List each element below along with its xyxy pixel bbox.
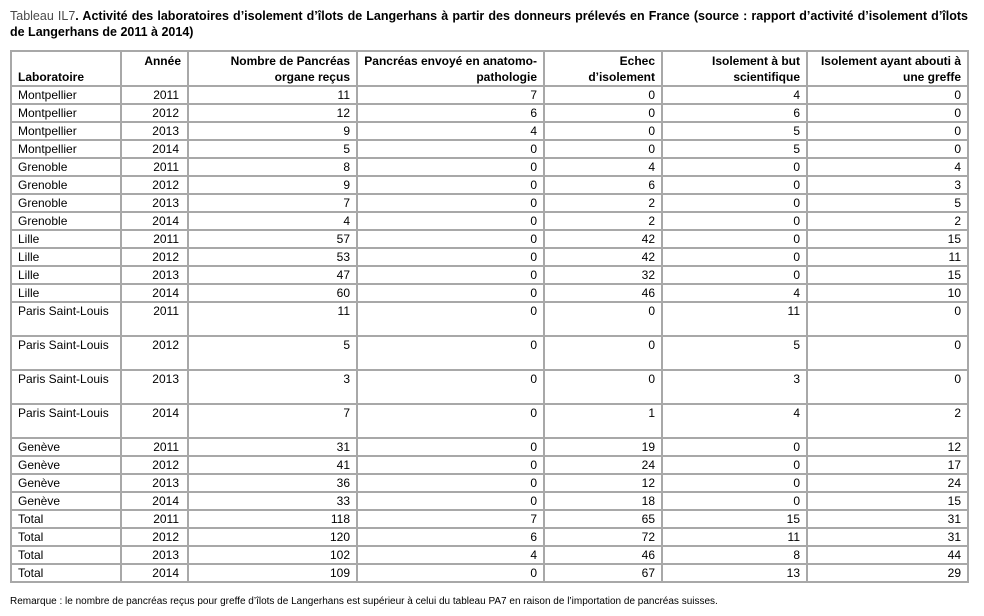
cell-laboratoire: Genève [11,492,121,510]
cell-pancreas-recus: 4 [188,212,357,230]
cell-isolement-greffe: 24 [807,474,968,492]
cell-isolement-scientifique: 5 [662,140,807,158]
cell-isolement-greffe: 15 [807,230,968,248]
cell-isolement-scientifique: 11 [662,302,807,336]
cell-isolement-greffe: 4 [807,158,968,176]
cell-laboratoire: Total [11,564,121,582]
cell-isolement-greffe: 5 [807,194,968,212]
header-isolement-scientifique: Isolement à but scientifique [662,51,807,86]
caption-label: Tableau IL7 [10,9,76,23]
cell-anatomo-pathologie: 0 [357,248,544,266]
cell-pancreas-recus: 11 [188,86,357,104]
cell-laboratoire: Total [11,510,121,528]
cell-annee: 2012 [121,248,188,266]
cell-anatomo-pathologie: 0 [357,194,544,212]
table-row [11,302,968,336]
cell-annee: 2014 [121,564,188,582]
cell-laboratoire: Paris Saint-Louis [11,404,121,438]
cell-anatomo-pathologie: 7 [357,510,544,528]
cell-annee: 2013 [121,474,188,492]
cell-pancreas-recus: 41 [188,456,357,474]
cell-isolement-scientifique: 0 [662,230,807,248]
cell-annee: 2011 [121,158,188,176]
table-row [11,336,968,370]
cell-pancreas-recus: 3 [188,370,357,404]
cell-echec-isolement: 42 [544,230,662,248]
cell-pancreas-recus: 33 [188,492,357,510]
cell-isolement-scientifique: 0 [662,212,807,230]
cell-laboratoire: Paris Saint-Louis [11,302,121,336]
cell-pancreas-recus: 120 [188,528,357,546]
cell-pancreas-recus: 5 [188,336,357,370]
cell-annee: 2011 [121,302,188,336]
cell-pancreas-recus: 9 [188,176,357,194]
cell-isolement-greffe: 0 [807,370,968,404]
cell-laboratoire: Grenoble [11,158,121,176]
cell-pancreas-recus: 47 [188,266,357,284]
cell-anatomo-pathologie: 6 [357,528,544,546]
table-row [11,212,968,230]
cell-anatomo-pathologie: 0 [357,404,544,438]
cell-isolement-scientifique: 0 [662,474,807,492]
table-row [11,248,968,266]
cell-isolement-scientifique: 5 [662,122,807,140]
table-row [11,140,968,158]
table-row [11,370,968,404]
cell-anatomo-pathologie: 0 [357,456,544,474]
cell-anatomo-pathologie: 7 [357,86,544,104]
cell-pancreas-recus: 57 [188,230,357,248]
cell-echec-isolement: 1 [544,404,662,438]
header-annee: Année [121,51,188,86]
cell-echec-isolement: 0 [544,140,662,158]
cell-isolement-scientifique: 6 [662,104,807,122]
cell-anatomo-pathologie: 0 [357,158,544,176]
cell-isolement-greffe: 0 [807,86,968,104]
cell-echec-isolement: 0 [544,370,662,404]
remark-note: Remarque : le nombre de pancréas reçus pour greffe d’îlots de Langerhans est supérieur à celui du tableau PA7 en raison de l’importation de pancréas suisses. [10,596,718,607]
cell-annee: 2014 [121,492,188,510]
cell-echec-isolement: 67 [544,564,662,582]
cell-isolement-greffe: 31 [807,510,968,528]
cell-laboratoire: Montpellier [11,122,121,140]
cell-laboratoire: Genève [11,456,121,474]
cell-annee: 2014 [121,140,188,158]
cell-echec-isolement: 0 [544,86,662,104]
cell-isolement-scientifique: 0 [662,266,807,284]
cell-isolement-scientifique: 0 [662,176,807,194]
cell-annee: 2011 [121,86,188,104]
table-row [11,284,968,302]
header-laboratoire: Laboratoire [11,51,121,86]
cell-isolement-greffe: 12 [807,438,968,456]
header-echec-isolement: Echec d’isolement [544,51,662,86]
cell-echec-isolement: 65 [544,510,662,528]
cell-laboratoire: Total [11,528,121,546]
cell-laboratoire: Genève [11,438,121,456]
cell-annee: 2014 [121,212,188,230]
cell-pancreas-recus: 60 [188,284,357,302]
cell-pancreas-recus: 11 [188,302,357,336]
cell-pancreas-recus: 7 [188,194,357,212]
cell-annee: 2011 [121,230,188,248]
cell-isolement-greffe: 10 [807,284,968,302]
table-row [11,86,968,104]
cell-anatomo-pathologie: 0 [357,370,544,404]
cell-isolement-scientifique: 5 [662,336,807,370]
cell-echec-isolement: 6 [544,176,662,194]
cell-echec-isolement: 18 [544,492,662,510]
table-row [11,546,968,564]
cell-laboratoire: Montpellier [11,140,121,158]
cell-isolement-greffe: 0 [807,336,968,370]
cell-anatomo-pathologie: 4 [357,122,544,140]
cell-isolement-greffe: 17 [807,456,968,474]
activity-table [10,50,969,583]
table-row [11,194,968,212]
cell-laboratoire: Lille [11,248,121,266]
table-row [11,230,968,248]
cell-echec-isolement: 2 [544,212,662,230]
cell-pancreas-recus: 9 [188,122,357,140]
cell-annee: 2012 [121,336,188,370]
cell-annee: 2011 [121,510,188,528]
cell-echec-isolement: 0 [544,336,662,370]
cell-annee: 2012 [121,104,188,122]
cell-isolement-scientifique: 0 [662,194,807,212]
table-row [11,122,968,140]
cell-annee: 2014 [121,284,188,302]
table-row [11,474,968,492]
cell-annee: 2011 [121,438,188,456]
cell-echec-isolement: 19 [544,438,662,456]
cell-isolement-scientifique: 4 [662,284,807,302]
table-row [11,564,968,582]
cell-echec-isolement: 46 [544,284,662,302]
cell-annee: 2012 [121,176,188,194]
cell-isolement-scientifique: 8 [662,546,807,564]
cell-annee: 2013 [121,546,188,564]
cell-laboratoire: Paris Saint-Louis [11,336,121,370]
cell-anatomo-pathologie: 0 [357,336,544,370]
table-row [11,510,968,528]
cell-laboratoire: Genève [11,474,121,492]
cell-isolement-greffe: 2 [807,404,968,438]
cell-pancreas-recus: 36 [188,474,357,492]
table-row [11,456,968,474]
cell-isolement-greffe: 0 [807,302,968,336]
header-pancreas-recus: Nombre de Pancréas organe reçus [188,51,357,86]
cell-anatomo-pathologie: 0 [357,284,544,302]
table-header-row [11,51,968,86]
cell-echec-isolement: 0 [544,302,662,336]
table-row [11,158,968,176]
cell-isolement-scientifique: 13 [662,564,807,582]
cell-isolement-greffe: 11 [807,248,968,266]
cell-laboratoire: Lille [11,284,121,302]
cell-isolement-scientifique: 0 [662,158,807,176]
cell-anatomo-pathologie: 0 [357,474,544,492]
cell-isolement-scientifique: 4 [662,404,807,438]
cell-annee: 2014 [121,404,188,438]
cell-isolement-scientifique: 0 [662,456,807,474]
cell-anatomo-pathologie: 0 [357,140,544,158]
cell-echec-isolement: 32 [544,266,662,284]
cell-pancreas-recus: 31 [188,438,357,456]
cell-pancreas-recus: 118 [188,510,357,528]
cell-anatomo-pathologie: 0 [357,212,544,230]
cell-pancreas-recus: 102 [188,546,357,564]
cell-isolement-greffe: 3 [807,176,968,194]
cell-annee: 2012 [121,528,188,546]
cell-isolement-greffe: 0 [807,122,968,140]
cell-anatomo-pathologie: 0 [357,492,544,510]
cell-laboratoire: Paris Saint-Louis [11,370,121,404]
table-row [11,104,968,122]
cell-isolement-greffe: 0 [807,140,968,158]
cell-echec-isolement: 0 [544,122,662,140]
cell-pancreas-recus: 7 [188,404,357,438]
cell-laboratoire: Lille [11,266,121,284]
cell-isolement-greffe: 2 [807,212,968,230]
cell-isolement-greffe: 44 [807,546,968,564]
cell-laboratoire: Montpellier [11,86,121,104]
cell-echec-isolement: 72 [544,528,662,546]
cell-pancreas-recus: 53 [188,248,357,266]
cell-pancreas-recus: 12 [188,104,357,122]
caption-text: . Activité des laboratoires d’isolement d’îlots de Langerhans à partir des donneurs prélevés en France (source : rapport d’activité d’isolement d’îlots de Langerhans de 2011 à 2014) [10,9,968,39]
header-anatomo-pathologie: Pancréas envoyé en anatomo-pathologie [357,51,544,86]
cell-anatomo-pathologie: 0 [357,302,544,336]
cell-laboratoire: Grenoble [11,176,121,194]
cell-isolement-scientifique: 15 [662,510,807,528]
table-row [11,438,968,456]
cell-laboratoire: Grenoble [11,212,121,230]
cell-pancreas-recus: 8 [188,158,357,176]
cell-isolement-scientifique: 0 [662,438,807,456]
cell-anatomo-pathologie: 0 [357,266,544,284]
cell-echec-isolement: 46 [544,546,662,564]
cell-echec-isolement: 0 [544,104,662,122]
cell-echec-isolement: 42 [544,248,662,266]
cell-anatomo-pathologie: 0 [357,438,544,456]
table-body [11,86,968,582]
cell-anatomo-pathologie: 0 [357,176,544,194]
cell-isolement-scientifique: 11 [662,528,807,546]
table-row [11,528,968,546]
cell-pancreas-recus: 5 [188,140,357,158]
cell-laboratoire: Grenoble [11,194,121,212]
table-row [11,404,968,438]
cell-echec-isolement: 4 [544,158,662,176]
cell-annee: 2013 [121,266,188,284]
cell-annee: 2012 [121,456,188,474]
cell-isolement-greffe: 15 [807,492,968,510]
cell-pancreas-recus: 109 [188,564,357,582]
cell-laboratoire: Total [11,546,121,564]
cell-isolement-scientifique: 0 [662,248,807,266]
table-row [11,492,968,510]
cell-echec-isolement: 12 [544,474,662,492]
cell-anatomo-pathologie: 6 [357,104,544,122]
header-isolement-greffe: Isolement ayant abouti à une greffe [807,51,968,86]
cell-isolement-scientifique: 3 [662,370,807,404]
cell-isolement-greffe: 29 [807,564,968,582]
cell-echec-isolement: 24 [544,456,662,474]
cell-echec-isolement: 2 [544,194,662,212]
cell-laboratoire: Montpellier [11,104,121,122]
table-caption [10,8,968,40]
cell-isolement-scientifique: 4 [662,86,807,104]
cell-isolement-greffe: 31 [807,528,968,546]
cell-isolement-scientifique: 0 [662,492,807,510]
cell-anatomo-pathologie: 0 [357,564,544,582]
cell-anatomo-pathologie: 0 [357,230,544,248]
cell-isolement-greffe: 0 [807,104,968,122]
cell-annee: 2013 [121,122,188,140]
cell-annee: 2013 [121,194,188,212]
table-row [11,176,968,194]
cell-annee: 2013 [121,370,188,404]
cell-laboratoire: Lille [11,230,121,248]
cell-isolement-greffe: 15 [807,266,968,284]
table-row [11,266,968,284]
cell-anatomo-pathologie: 4 [357,546,544,564]
